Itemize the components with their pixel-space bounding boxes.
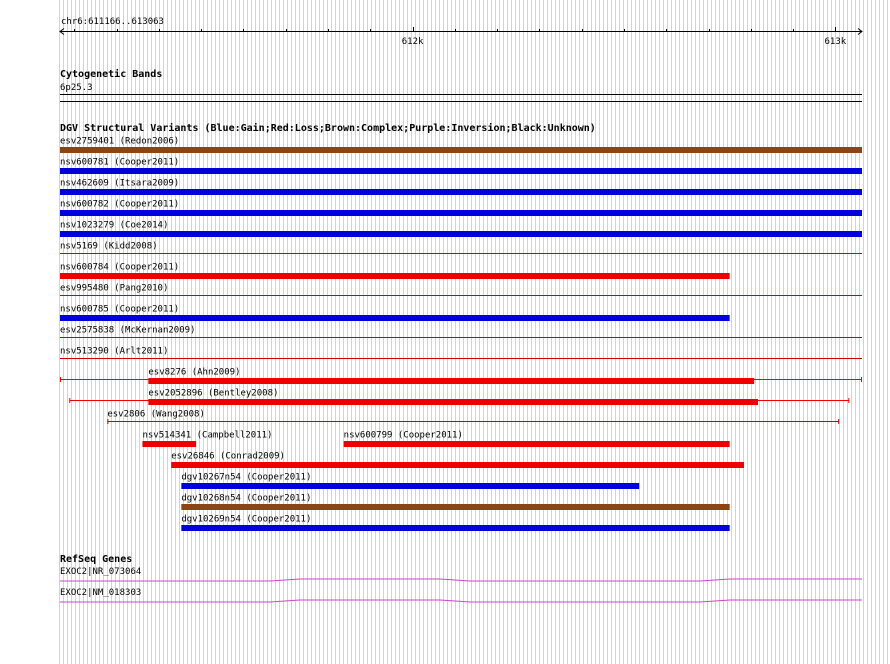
cytogenetic-bands-title: Cytogenetic Bands [60, 69, 163, 80]
variant-label: esv2052896 (Bentley2008) [148, 388, 279, 399]
gene-label: EXOC2|NR_073064 [60, 567, 142, 577]
variant-bar[interactable] [60, 273, 730, 279]
variant-label: esv2806 (Wang2008) [107, 409, 205, 420]
variant-bar[interactable] [181, 504, 729, 510]
variant-bar[interactable] [181, 483, 639, 489]
variant-label: esv2759401 (Redon2006) [60, 136, 180, 147]
variant-bar[interactable] [171, 462, 744, 468]
variant-label: dgv10268n54 (Cooper2011) [181, 493, 312, 504]
variant-bar[interactable] [60, 210, 862, 216]
variant-label: nsv600785 (Cooper2011) [60, 304, 180, 315]
variant-bar[interactable] [60, 189, 862, 195]
variant-label: nsv462609 (Itsara2009) [60, 178, 180, 189]
variant-label: dgv10267n54 (Cooper2011) [181, 472, 312, 483]
variant-label: nsv514341 (Campbell2011) [142, 430, 273, 441]
variant-bar[interactable] [148, 399, 758, 405]
gene-model-line[interactable] [60, 579, 862, 581]
variant-label: esv8276 (Ahn2009) [148, 367, 241, 378]
variant-label: nsv600799 (Cooper2011) [343, 430, 463, 441]
dgv-structural-variants-track [60, 122, 862, 531]
variant-bar[interactable] [60, 231, 862, 237]
variant-label: dgv10269n54 (Cooper2011) [181, 514, 312, 525]
variant-bar[interactable] [60, 168, 862, 174]
region-label: chr6:611166..613063 [61, 17, 164, 27]
variant-bar[interactable] [181, 525, 729, 531]
variant-label: esv995480 (Pang2010) [60, 283, 169, 294]
position-ruler [60, 17, 862, 47]
refseq-genes-track [60, 554, 862, 602]
cytogenetic-bands-track [60, 68, 862, 102]
refseq-track-title: RefSeq Genes [60, 554, 133, 565]
variant-label: esv26846 (Conrad2009) [171, 451, 285, 462]
variant-bar[interactable] [60, 315, 730, 321]
variant-label: nsv600781 (Cooper2011) [60, 157, 180, 168]
variant-label: esv2575838 (McKernan2009) [60, 325, 196, 336]
variant-label: nsv600782 (Cooper2011) [60, 199, 180, 210]
ruler-tick-label: 612k [401, 37, 424, 47]
variant-bar[interactable] [142, 441, 196, 447]
variant-label: nsv1023279 (Coe2014) [60, 220, 169, 231]
variant-bar[interactable] [344, 441, 730, 447]
gene-label: EXOC2|NM_018303 [60, 588, 142, 598]
variant-label: nsv5169 (Kidd2008) [60, 241, 158, 252]
gene-model-line[interactable] [60, 600, 862, 602]
ruler-tick-label: 613k [824, 37, 847, 47]
variant-bar[interactable] [148, 378, 754, 384]
variant-label: nsv513290 (Arlt2011) [60, 346, 169, 357]
dgv-track-title: DGV Structural Variants (Blue:Gain;Red:Loss;Brown:Complex;Purple:Inversion;Black:Unknown) [60, 123, 596, 134]
cytogenetic-band-label: 6p25.3 [60, 83, 93, 93]
variant-bar[interactable] [60, 147, 862, 153]
variant-label: nsv600784 (Cooper2011) [60, 262, 180, 273]
